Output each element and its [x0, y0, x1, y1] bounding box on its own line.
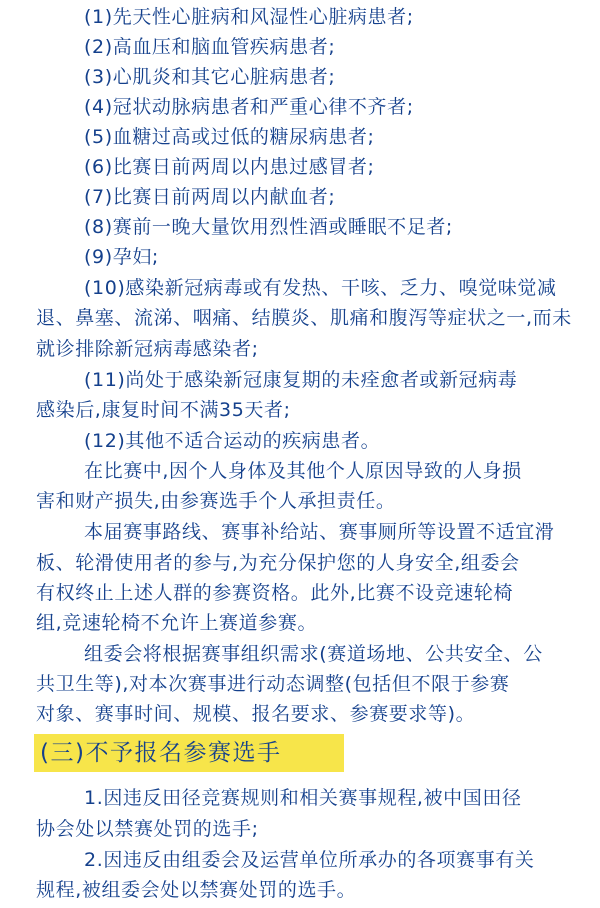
paragraph-3-line-3: 对象、赛事时间、规模、报名要求、参赛要求等)。 — [36, 703, 476, 725]
list-item-12: (12)其他不适合运动的疾病患者。 — [84, 430, 381, 452]
list-item-8: (8)赛前一晚大量饮用烈性酒或睡眠不足者; — [84, 216, 453, 238]
list-item-4: (4)冠状动脉病患者和严重心律不齐者; — [84, 96, 414, 118]
list-item-1: (1)先天性心脏病和风湿性心脏病患者; — [84, 6, 414, 28]
paragraph-3-line-2: 共卫生等),对本次赛事进行动态调整(包括但不限于参赛 — [36, 673, 510, 695]
rule-1-line-1: 1.因违反田径竞赛规则和相关赛事规程,被中国田径 — [84, 787, 522, 809]
list-item-6: (6)比赛日前两周以内患过感冒者; — [84, 156, 375, 178]
list-item-10-line-2: 退、鼻塞、流涕、咽痛、结膜炎、肌痛和腹泻等症状之一,而未 — [36, 307, 572, 329]
paragraph-2-line-4: 组,竞速轮椅不允许上赛道参赛。 — [36, 612, 318, 634]
list-item-5: (5)血糖过高或过低的糖尿病患者; — [84, 126, 375, 148]
rule-2-line-1: 2.因违反由组委会及运营单位所承办的各项赛事有关 — [84, 849, 535, 871]
list-item-3: (3)心肌炎和其它心脏病患者; — [84, 66, 336, 88]
list-item-10-line-3: 就诊排除新冠病毒感染者; — [36, 338, 259, 360]
list-item-7: (7)比赛日前两周以内献血者; — [84, 186, 336, 208]
list-item-9: (9)孕妇; — [84, 246, 159, 268]
paragraph-3-line-1: 组委会将根据赛事组织需求(赛道场地、公共安全、公 — [84, 643, 543, 665]
list-item-11-line-1: (11)尚处于感染新冠康复期的未痊愈者或新冠病毒 — [84, 369, 518, 391]
list-item-11-line-2: 感染后,康复时间不满35天者; — [36, 399, 291, 421]
paragraph-2-line-1: 本届赛事路线、赛事补给站、赛事厕所等设置不适宜滑 — [84, 521, 555, 543]
paragraph-2-line-3: 有权终止上述人群的参赛资格。此外,比赛不设竞速轮椅 — [36, 582, 514, 604]
paragraph-2-line-2: 板、轮滑使用者的参与,为充分保护您的人身安全,组委会 — [36, 552, 520, 574]
rule-2-line-2: 规程,被组委会处以禁赛处罚的选手。 — [36, 879, 357, 901]
paragraph-1-line-2: 害和财产损失,由参赛选手个人承担责任。 — [36, 490, 396, 512]
list-item-10-line-1: (10)感染新冠病毒或有发热、干咳、乏力、嗅觉味觉减 — [84, 277, 557, 299]
section-heading: (三)不予报名参赛选手 — [40, 740, 282, 766]
list-item-2: (2)高血压和脑血管疾病患者; — [84, 36, 336, 58]
rule-1-line-2: 协会处以禁赛处罚的选手; — [36, 818, 259, 840]
paragraph-1-line-1: 在比赛中,因个人身体及其他个人原因导致的人身损 — [84, 460, 522, 482]
